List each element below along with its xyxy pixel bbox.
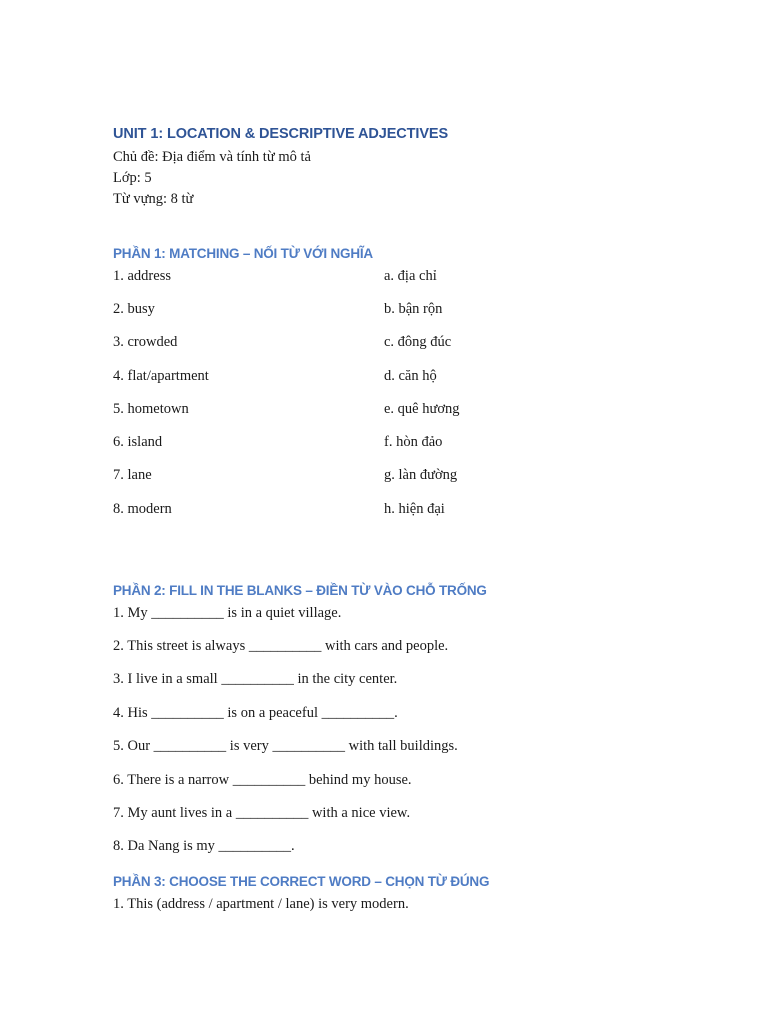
matching-meaning: c. đông đúc: [384, 334, 452, 350]
fill-blank-sentence: 8. Da Nang is my __________.: [113, 838, 295, 854]
fill-blank-sentence: 3. I live in a small __________ in the city center.: [113, 671, 398, 687]
matching-word: 8. modern: [113, 501, 172, 517]
choose-word-sentence: 1. This (address / apartment / lane) is very modern.: [113, 896, 409, 912]
fill-blank-sentence: 6. There is a narrow __________ behind my house.: [113, 772, 412, 788]
fill-blank-sentence: 5. Our __________ is very __________ with tall buildings.: [113, 738, 458, 754]
matching-meaning: h. hiện đại: [384, 501, 445, 517]
topic-line: Chủ đề: Địa điểm và tính từ mô tả: [113, 149, 311, 165]
part2-heading: PHẦN 2: FILL IN THE BLANKS – ĐIỀN TỪ VÀO CHỖ TRỐNG: [113, 583, 487, 598]
matching-meaning: g. làn đường: [384, 467, 458, 483]
matching-meaning: b. bận rộn: [384, 301, 443, 317]
matching-meaning: e. quê hương: [384, 401, 460, 417]
part3-heading: PHẦN 3: CHOOSE THE CORRECT WORD – CHỌN TỪ ĐÚNG: [113, 874, 490, 889]
vocab-count-line: Từ vựng: 8 từ: [113, 191, 194, 207]
part1-heading: PHẦN 1: MATCHING – NỐI TỪ VỚI NGHĨA: [113, 246, 373, 261]
fill-blank-sentence: 2. This street is always __________ with cars and people.: [113, 638, 449, 654]
fill-blank-sentence: 7. My aunt lives in a __________ with a nice view.: [113, 805, 411, 821]
matching-word: 5. hometown: [113, 401, 189, 417]
matching-word: 3. crowded: [113, 334, 178, 350]
matching-word: 2. busy: [113, 301, 155, 317]
matching-meaning: f. hòn đảo: [384, 434, 443, 450]
matching-word: 7. lane: [113, 467, 152, 483]
worksheet-title: UNIT 1: LOCATION & DESCRIPTIVE ADJECTIVES: [113, 126, 449, 142]
fill-blank-sentence: 1. My __________ is in a quiet village.: [113, 605, 342, 621]
matching-meaning: a. địa chỉ: [384, 268, 437, 284]
matching-word: 6. island: [113, 434, 163, 450]
fill-blank-sentence: 4. His __________ is on a peaceful __________.: [113, 705, 398, 721]
matching-meaning: d. căn hộ: [384, 368, 437, 384]
matching-word: 4. flat/apartment: [113, 368, 209, 384]
matching-word: 1. address: [113, 268, 171, 284]
grade-line: Lớp: 5: [113, 170, 152, 186]
